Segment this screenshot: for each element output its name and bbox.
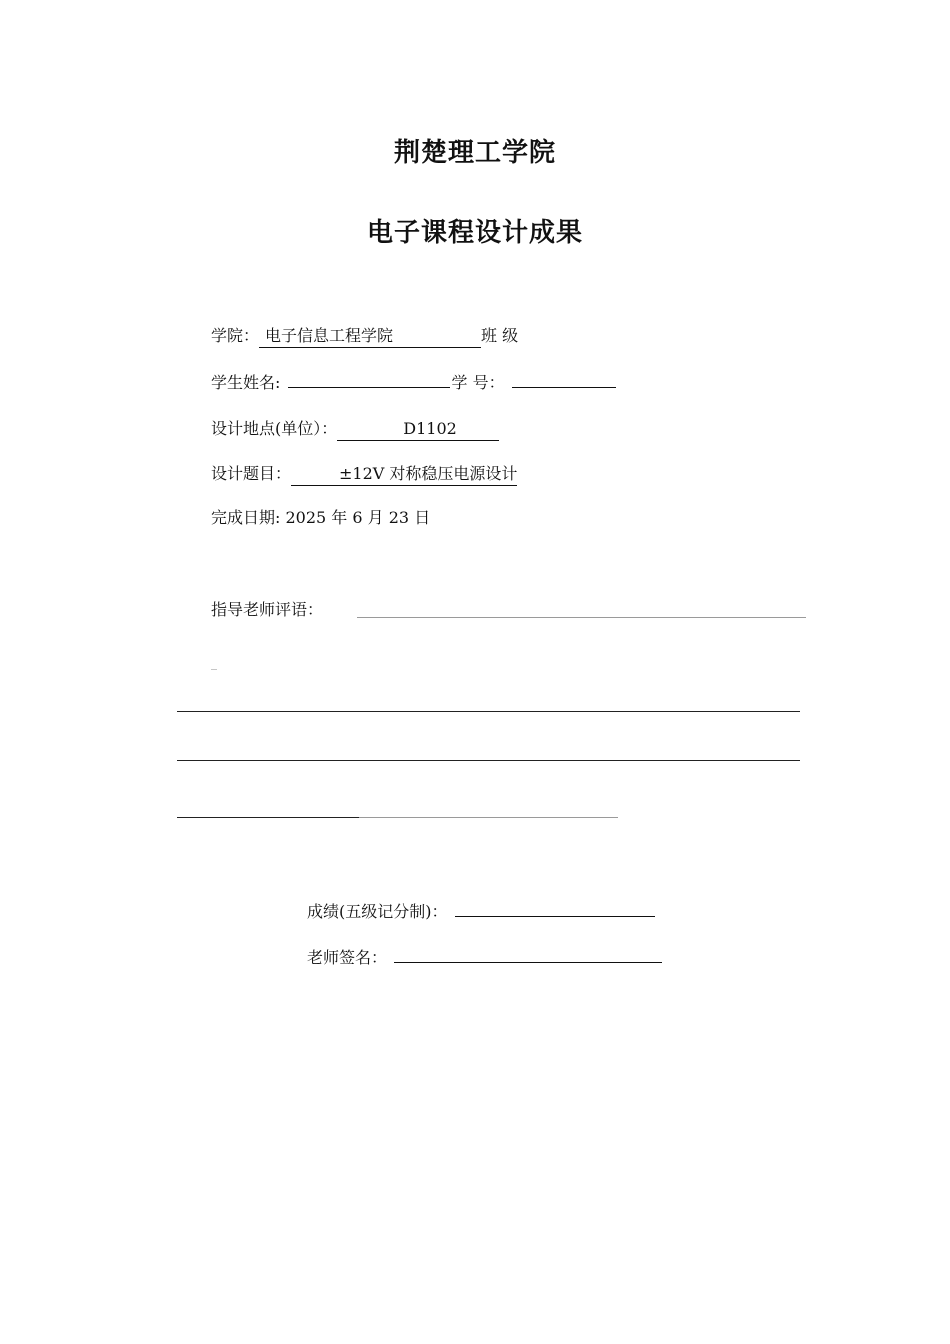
topic-label: 设计题目：	[211, 464, 292, 483]
grade-row	[307, 900, 657, 923]
comment-label: 指导老师评语：	[211, 600, 324, 619]
topic-field[interactable]	[291, 463, 517, 486]
comment-line-1[interactable]	[357, 617, 806, 618]
grade-label: 成绩(五级记分制)：	[307, 902, 448, 921]
grade-field[interactable]	[455, 900, 655, 917]
college-row	[211, 325, 518, 348]
signature-row	[307, 946, 664, 969]
student-name-field[interactable]	[288, 371, 450, 388]
document-title: 电子课程设计成果	[366, 218, 583, 248]
stray-mark: _	[211, 656, 217, 670]
location-value: D1102	[403, 419, 457, 438]
location-row	[211, 418, 499, 441]
topic-value: ±12V 对称稳压电源设计	[339, 464, 518, 483]
comment-line-2[interactable]	[177, 711, 800, 712]
date-label: 完成日期:	[211, 508, 281, 527]
comment-line-4-bold[interactable]	[177, 817, 359, 818]
date-row	[211, 507, 430, 529]
comment-line-3[interactable]	[177, 760, 800, 761]
location-label: 设计地点(单位）：	[211, 419, 338, 438]
student-id-field[interactable]	[512, 371, 616, 388]
location-field[interactable]	[337, 418, 499, 441]
comment-line-4-light	[359, 817, 618, 818]
topic-row	[211, 463, 517, 486]
student-id-label: 学 号：	[451, 373, 505, 392]
signature-label: 老师签名：	[307, 948, 388, 967]
school-name: 荆楚理工学院	[393, 138, 556, 168]
college-label: 学院：	[211, 326, 260, 345]
student-row	[211, 371, 618, 394]
college-field[interactable]	[259, 325, 481, 348]
student-name-label: 学生姓名:	[211, 373, 281, 392]
class-label: 班 级	[481, 326, 519, 345]
college-value: 电子信息工程学院	[265, 326, 394, 345]
signature-field[interactable]	[394, 946, 662, 963]
date-value: 2025 年 6 月 23 日	[285, 508, 431, 527]
